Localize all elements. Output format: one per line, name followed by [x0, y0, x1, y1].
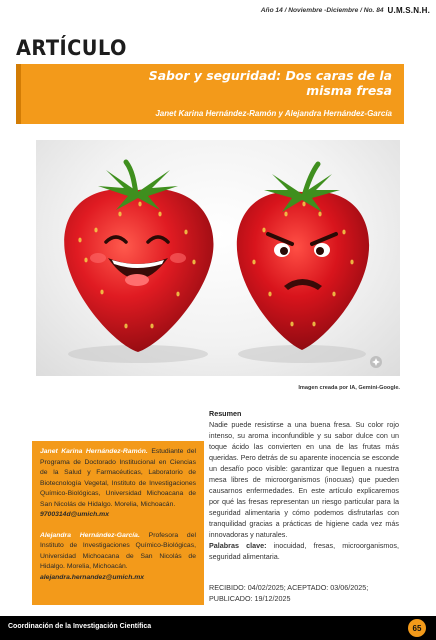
sparkle-icon	[370, 356, 382, 368]
keywords-text: inocuidad, fresas, microorganismos, seguridad alimentaria.	[209, 541, 399, 561]
abstract-heading: Resumen	[209, 409, 242, 418]
title-banner	[16, 64, 404, 124]
keywords-label: Palabras clave:	[209, 541, 267, 550]
article-title: Sabor y seguridad: Dos caras de la misma fresa	[148, 68, 392, 98]
footer-text: Coordinación de la Investigación Científica	[8, 623, 152, 630]
author-name-1: Janet Karina Hernández-Ramón.	[40, 448, 148, 455]
university-name: U.M.S.N.H.	[387, 6, 430, 15]
article-authors: Janet Karina Hernández-Ramón y Alejandra Hernández-García	[155, 109, 392, 118]
abstract-body: Nadie puede resistirse a una buena fresa. Su color rojo intenso, su aroma inconfundible y su sabor dulce con un toque ácido las convierten en una de las frutas más queridas. Pero detrás de su aparente inocencia se esconde un desafío poco visible: garantizar que lleguen a nuestra mesa libres de microorganismos (inocuas) que pueden causarnos enfermedades. En este artículo explicaremos por qué las fresas representan un riesgo particular para la seguridad alimentaria y cómo podemos disfrutarlas con tranquilidad gracias a prácticas de higiene cada vez más innovadoras y naturales.	[209, 420, 399, 539]
publication-dates	[209, 582, 399, 604]
section-label: ARTÍCULO	[16, 36, 127, 60]
page-footer	[0, 616, 436, 640]
issue-info: Año 14 / Noviembre -Diciembre / No. 84	[260, 7, 384, 14]
author-info-box	[32, 441, 204, 605]
keywords-paragraph	[209, 540, 399, 562]
dates-line-2: PUBLICADO: 19/12/2025	[209, 594, 291, 603]
author-email-2[interactable]: alejandra.hernandez@umich.mx	[40, 573, 145, 581]
author-bio-2	[40, 531, 196, 584]
author-email-1[interactable]: 9700314d@umich.mx	[40, 511, 109, 518]
strawberries-image	[36, 140, 400, 376]
image-caption: Imagen creada por IA, Gemini-Google.	[298, 385, 400, 391]
happy-strawberry	[64, 162, 213, 352]
author-bio-1	[40, 447, 196, 521]
running-header	[261, 6, 430, 15]
abstract-section	[209, 409, 399, 562]
author-affiliation-2: Profesora del Instituto de Investigaciones Químico-Biológicas, Universidad Michoacana de San Nicolás de Hidalgo. Morelia, Michoacán.	[40, 531, 196, 570]
dates-line-1: RECIBIDO: 04/02/2025; ACEPTADO: 03/06/2025;	[209, 583, 369, 592]
author-affiliation-1: Estudiante del Programa de Doctorado Institucional en Ciencias de la Salud y Farmacéuticas, Laboratorio de Biotecnología Vegetal, Instituto de Investigaciones Químico-Biológicas, Universidad Michoacana de San Nicolás de Hidalgo. Morelia, Michoacán.	[40, 448, 197, 508]
author-name-2: Alejandra Hernández-García.	[40, 531, 140, 539]
angry-strawberry	[237, 164, 369, 350]
page-number: 65	[408, 619, 426, 637]
